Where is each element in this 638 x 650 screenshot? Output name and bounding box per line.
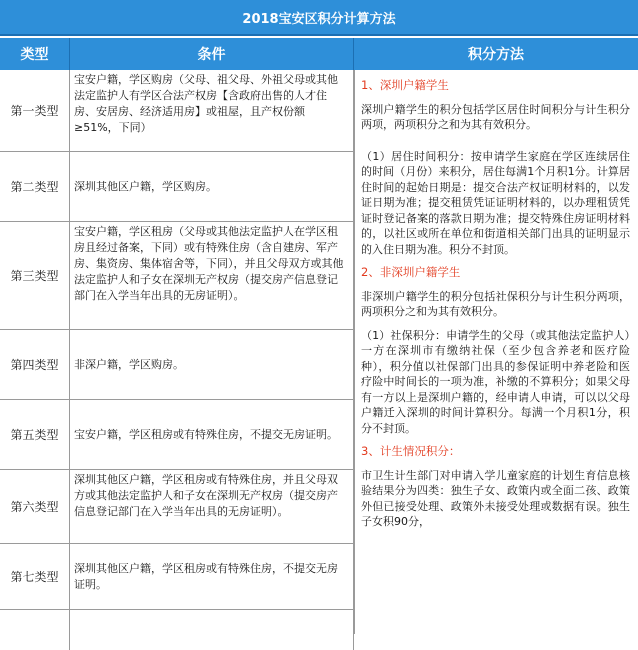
table-title: 2018宝安区积分计算方法 [0,0,638,36]
type-cell: 第六类型 [0,470,70,544]
header-type: 类型 [0,38,70,70]
method-paragraph: （1）居住时间积分：按申请学生家庭在学区连续居住的时间（月份）来积分，居住每满1个月积1分。计算居住时间的起始日期是：提交合法产权证明材料的，以发证日期为准；提交租赁凭证证明材料的，以办理租赁凭证时登记备案的落款日期为准；提交特殊住房证明材料的，以社区或所在单位和街道相关部门出具的证明显示的入住日期为准。积分不封顶。 [361,149,630,256]
condition-cell: 宝安户籍，学区租房或有特殊住房，不提交无房证明。 [70,400,354,470]
condition-column [70,70,354,634]
type-column [0,70,70,634]
method-paragraph: 深圳户籍学生的积分包括学区居住时间积分与计生积分两项，两项积分之和为其有效积分。 [361,102,630,131]
type-cell: 第五类型 [0,400,70,470]
section-title: 2、非深圳户籍学生 [361,265,461,279]
type-cell: 第一类型 [0,70,70,152]
condition-cell: 深圳其他区户籍，学区租房或有特殊住房，不提交无房证明。 [70,544,354,610]
header-condition: 条件 [70,38,354,70]
method-paragraph: 非深圳户籍学生的积分包括社保积分与计生积分两项，两项积分之和为其有效积分。 [361,289,630,318]
type-cell [0,610,70,650]
method-paragraph: （1）社保积分：申请学生的父母（或其他法定监护人）一方在深圳市有缴纳社保（至少包含养老和医疗险种），积分值以社保部门出具的参保证明中养老险和医疗险中时间长的一项为准，补缴的不算积分；如果父母有一方以上是深圳户籍的，经申请人申请，可以以父母户籍迁入深圳的时间计算积分。每满一个月积1分，积分不封顶。 [361,328,630,435]
condition-cell: 深圳其他区户籍，学区租房或有特殊住房，并且父母双方或其他法定监护人和子女在深圳无产权房（提交房产信息登记部门在入学当年出具的无房证明）。 [70,470,354,544]
type-cell: 第七类型 [0,544,70,610]
type-cell: 第二类型 [0,152,70,222]
type-cell: 第四类型 [0,330,70,400]
method-paragraph: 市卫生计生部门对申请入学儿童家庭的计划生育信息核验结果分为四类：独生子女、政策内或全面二孩、政策外但已接受处理、政策外未接受处理或数据有误。独生子女积90分， [361,468,630,528]
condition-cell: 宝安户籍，学区购房（父母、祖父母、外祖父母或其他法定监护人有学区合法产权房【含政府出售的人才住房、安居房、经济适用房】或祖屋，且产权份额≥51%，下同） [70,70,354,152]
condition-cell: 非深户籍，学区购房。 [70,330,354,400]
condition-cell: 宝安户籍，学区租房（父母或其他法定监护人在学区租房且经过备案，下同）或有特殊住房（含自建房、军产房、集资房、集体宿舍等，下同），并且父母双方或其他法定监护人和子女在深圳无产权房（提交房产信息登记部门在入学当年出具的无房证明）。 [70,222,354,330]
header-method: 积分方法 [354,38,638,70]
condition-cell: 深圳其他区户籍，学区购房。 [70,152,354,222]
type-cell: 第三类型 [0,222,70,330]
section-title: 3、计生情况积分： [361,444,461,458]
condition-cell [70,610,354,650]
section-title: 1、深圳户籍学生 [361,78,449,92]
method-column [354,70,638,634]
